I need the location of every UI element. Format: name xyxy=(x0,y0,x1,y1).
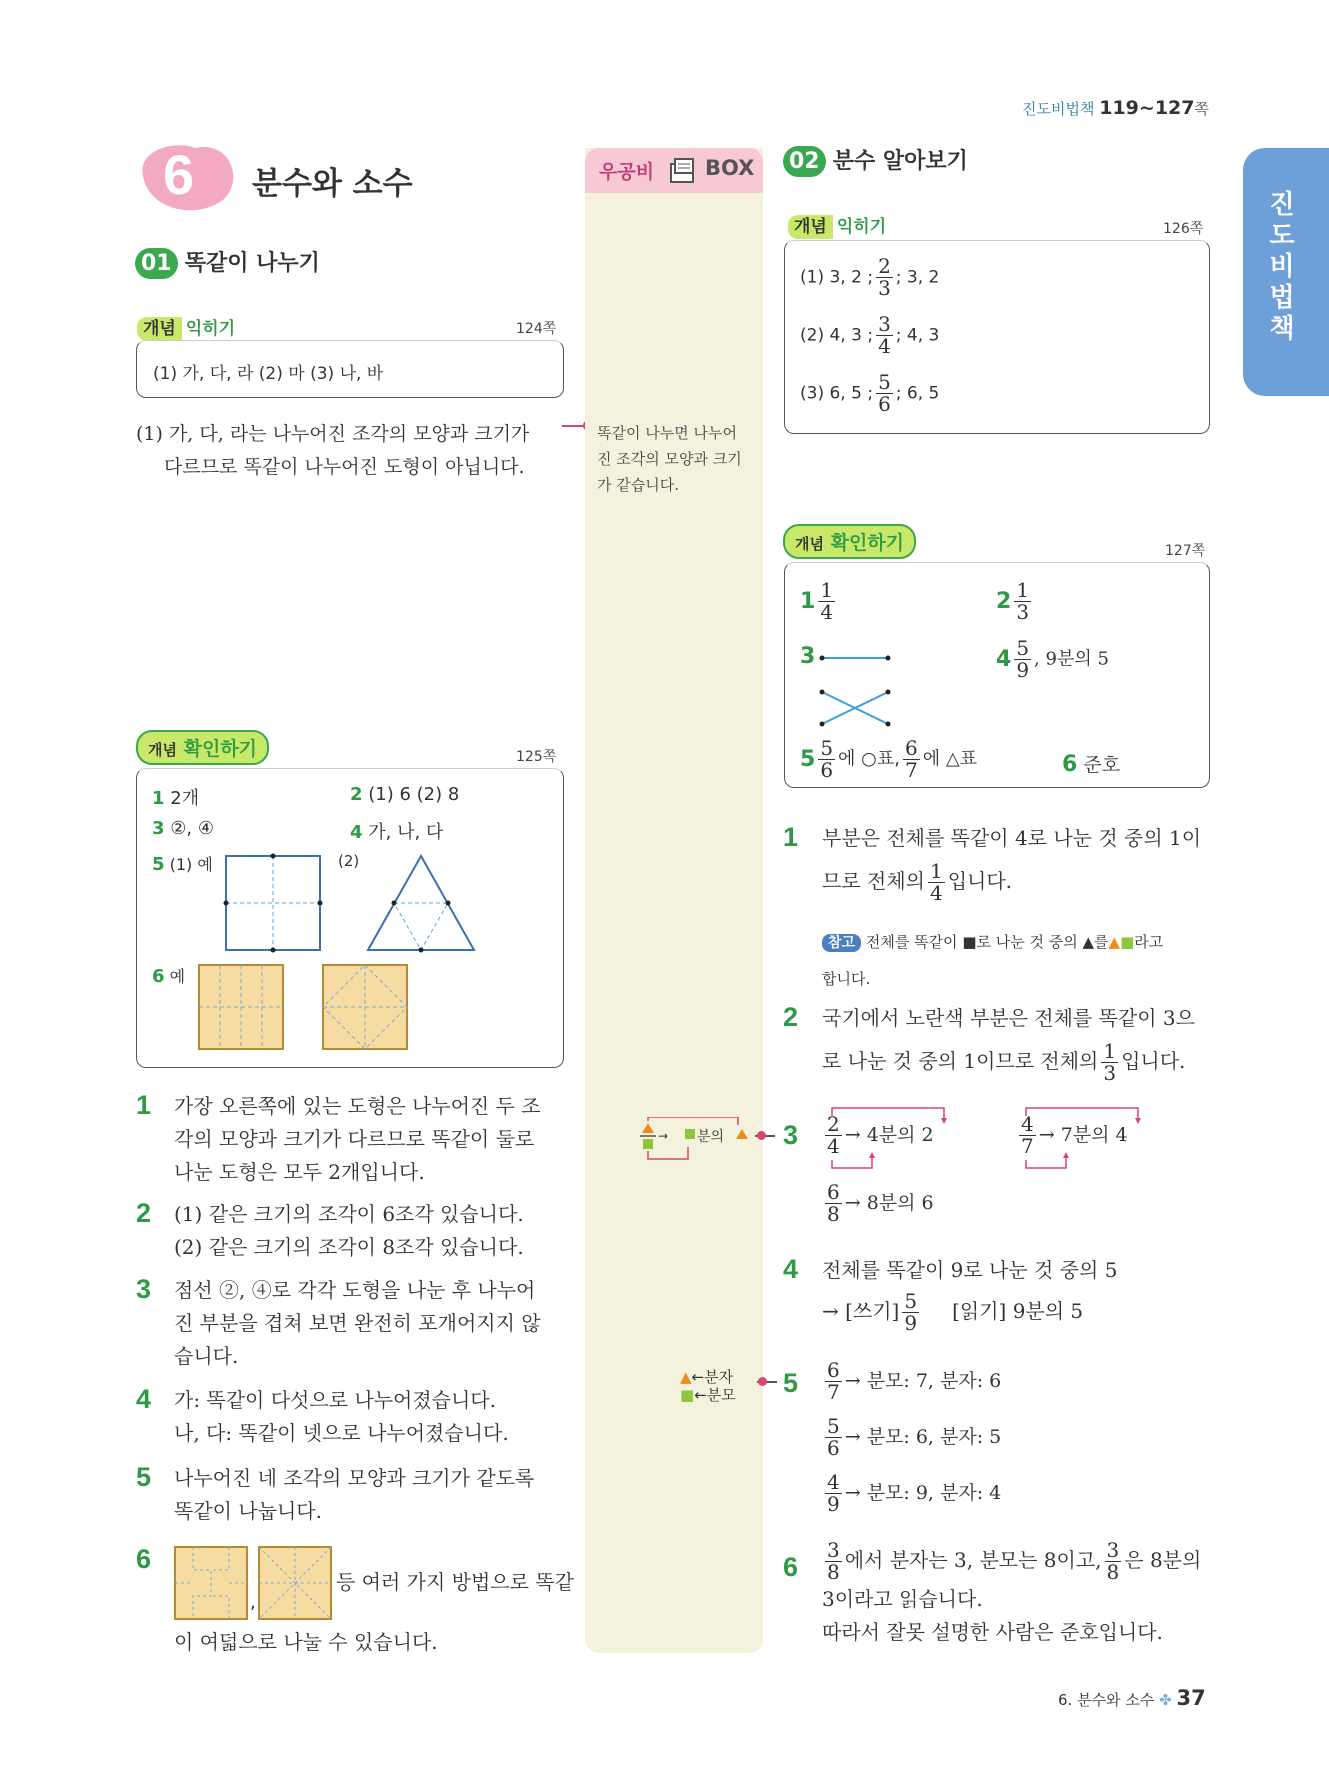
left-explanation-5: 5 나누어진 네 조각의 모양과 크기가 같도록 똑같이 나눕니다. xyxy=(136,1462,535,1523)
box-icon xyxy=(667,154,699,186)
right-explanation-2-text: 국기에서 노란색 부분은 전체를 똑같이 3으 로 나눈 것 중의 1이므로 전체의 $\frac{1}{3}$ 입니다. xyxy=(822,1006,1195,1085)
answer-125-6: 6 예 xyxy=(152,966,186,987)
left-explanation-6-line2: 이 여덟으로 나눌 수 있습니다. xyxy=(174,1630,438,1654)
left-explanation-6: 6 xyxy=(136,1544,152,1574)
section-01-header: 01 똑같이 나누기 xyxy=(135,246,320,279)
page-ref-127: 127쪽 xyxy=(1165,543,1206,559)
right-explanation-3: 3 xyxy=(783,1120,799,1150)
answer-127-6: 6 준호 xyxy=(1062,752,1121,777)
matching-lines-figure xyxy=(816,650,896,730)
fraction-parts-3: $\frac{4}{9}$ → 분모: 9, 분자: 4 xyxy=(827,1470,1002,1516)
reading-1: $\frac{2}{4}$ → 4분의 2 xyxy=(827,1112,934,1158)
box-header: 우공비 BOX xyxy=(585,148,763,193)
concept-learn-tag-126: 개념 익히기 xyxy=(788,212,890,237)
fraction-parts-1: $\frac{6}{7}$ → 분모: 7, 분자: 6 xyxy=(827,1358,1002,1404)
answer-126-2: (2) 4, 3 ; $\frac{3}{4}$ ; 4, 3 xyxy=(800,312,940,358)
concept-learn-tag: 개념 익히기 xyxy=(137,314,239,339)
answer-126-1: (1) 3, 2 ; $\frac{2}{3}$ ; 3, 2 xyxy=(800,254,940,300)
reading-2: $\frac{4}{7}$ → 7분의 4 xyxy=(1021,1112,1128,1158)
footer: 6. 분수와 소수 ✤ 37 xyxy=(1058,1686,1206,1710)
triangle-divided-figure xyxy=(364,852,478,954)
right-explanation-5: 5 xyxy=(783,1368,799,1398)
right-explanation-4-text: 전체를 똑같이 9로 나눈 것 중의 5 → [쓰기] $\frac{5}{9}$ [읽기] 9분의 5 xyxy=(822,1258,1118,1335)
hint-dot-5 xyxy=(758,1377,767,1386)
answer-125-5b: (2) xyxy=(338,852,360,870)
box-column xyxy=(585,148,763,1653)
answer-125-3: 3 ②, ④ xyxy=(152,818,214,839)
explanation-124: (1) 가, 다, 라는 나누어진 조각의 모양과 크기가 다르므로 똑같이 나누어진 도형이 아닙니다. xyxy=(136,423,530,478)
answer-126-3: (3) 6, 5 ; $\frac{5}{6}$ ; 6, 5 xyxy=(800,370,940,416)
answer-127-2: 2 $\frac{1}{3}$ xyxy=(996,578,1030,624)
page-reference: 진도비법책 119~127쪽 xyxy=(1022,97,1209,119)
right-explanation-4: 4 xyxy=(783,1254,799,1284)
answer-125-5: 5 (1) 예 xyxy=(152,854,213,875)
answer-127-5: 5 $\frac{5}{6}$ 에 ○표, $\frac{6}{7}$ 에 △표 xyxy=(800,736,978,782)
answer-125-4: 4 가, 나, 다 xyxy=(350,822,444,843)
left-explanation-2: 2 (1) 같은 크기의 조각이 6조각 있습니다. (2) 같은 크기의 조각이 8조각 있습니다. xyxy=(136,1198,524,1259)
left-explanation-6-tail: 등 여러 가지 방법으로 똑같 xyxy=(336,1570,574,1594)
answer-box-124: (1) 가, 다, 라 (2) 마 (3) 나, 바 xyxy=(136,340,564,398)
right-explanation-6-text: $\frac{3}{8}$ 에서 분자는 3, 분모는 8이고, $\frac{3}{8}$ 은 8분의 3이라고 읽습니다. 따라서 잘못 설명한 사람은 준호입니다. xyxy=(822,1538,1202,1644)
page-ref-124: 124쪽 xyxy=(516,321,557,337)
answer-127-3: 3 xyxy=(800,644,816,669)
comma: , xyxy=(250,1592,256,1613)
square-divided-figure xyxy=(222,852,326,954)
chapter-badge: 6 xyxy=(135,140,237,212)
concept-check-tag-127: 개념 확인하기 xyxy=(783,524,916,559)
hint-numerator-denominator: ▲←분자 ■←분모 xyxy=(680,1368,736,1404)
concept-check-tag: 개념 확인하기 xyxy=(136,730,269,765)
section-02-header: 02 분수 알아보기 xyxy=(783,144,968,177)
answer-125-1: 1 2개 xyxy=(152,788,200,809)
square-eighths-figure-a xyxy=(174,1546,248,1620)
svg-text:→: → xyxy=(658,1129,669,1143)
square-eighths-grid xyxy=(198,964,284,1050)
left-explanation-4: 4 가: 똑같이 다섯으로 나누어졌습니다. 나, 다: 똑같이 넷으로 나누어졌습니다. xyxy=(136,1384,509,1445)
left-explanation-3: 3 점선 ②, ④로 각각 도형을 나눈 후 나누어 진 부분을 겹쳐 보면 완전히 포개어지지 않 습니다. xyxy=(136,1274,541,1368)
answer-127-4: 4 $\frac{5}{9}$ , 9분의 5 xyxy=(996,636,1109,682)
right-explanation-6: 6 xyxy=(783,1552,799,1582)
chapter-title: 분수와 소수 xyxy=(252,166,413,202)
fraction-parts-2: $\frac{5}{6}$ → 분모: 6, 분자: 5 xyxy=(827,1414,1002,1460)
hint-equal-division: 똑같이 나누면 나누어 진 조각의 모양과 크기 가 같습니다. xyxy=(597,424,742,494)
page-ref-126: 126쪽 xyxy=(1163,221,1204,237)
square-eighths-diamond xyxy=(322,964,408,1050)
square-eighths-figure-b xyxy=(258,1546,332,1620)
note-box: 참고 전체를 똑같이 ■로 나눈 것 중의 ▲를▲■라고 합니다. xyxy=(822,933,1164,988)
side-tab[interactable]: 진 도 비 법 책 xyxy=(1243,148,1329,396)
right-explanation-2: 2 xyxy=(783,1002,799,1032)
right-explanation-1-text: 부분은 전체를 똑같이 4로 나눈 것 중의 1이 므로 전체의 $\frac{1}{4}$ 입니다. xyxy=(822,826,1202,905)
answer-127-1: 1 $\frac{1}{4}$ xyxy=(800,578,834,624)
answer-125-2: 2 (1) 6 (2) 8 xyxy=(350,784,460,805)
page-ref-125: 125쪽 xyxy=(516,749,557,765)
hint-fraction-reading: → 분의 xyxy=(640,1117,755,1167)
right-explanation-1: 1 xyxy=(783,822,799,852)
hint-dot-3 xyxy=(757,1131,766,1140)
reading-3: $\frac{6}{8}$ → 8분의 6 xyxy=(827,1180,934,1226)
left-explanation-1: 1 가장 오른쪽에 있는 도형은 나누어진 두 조 각의 모양과 크기가 다르므로 똑같이 둘로 나눈 도형은 모두 2개입니다. xyxy=(136,1090,541,1184)
